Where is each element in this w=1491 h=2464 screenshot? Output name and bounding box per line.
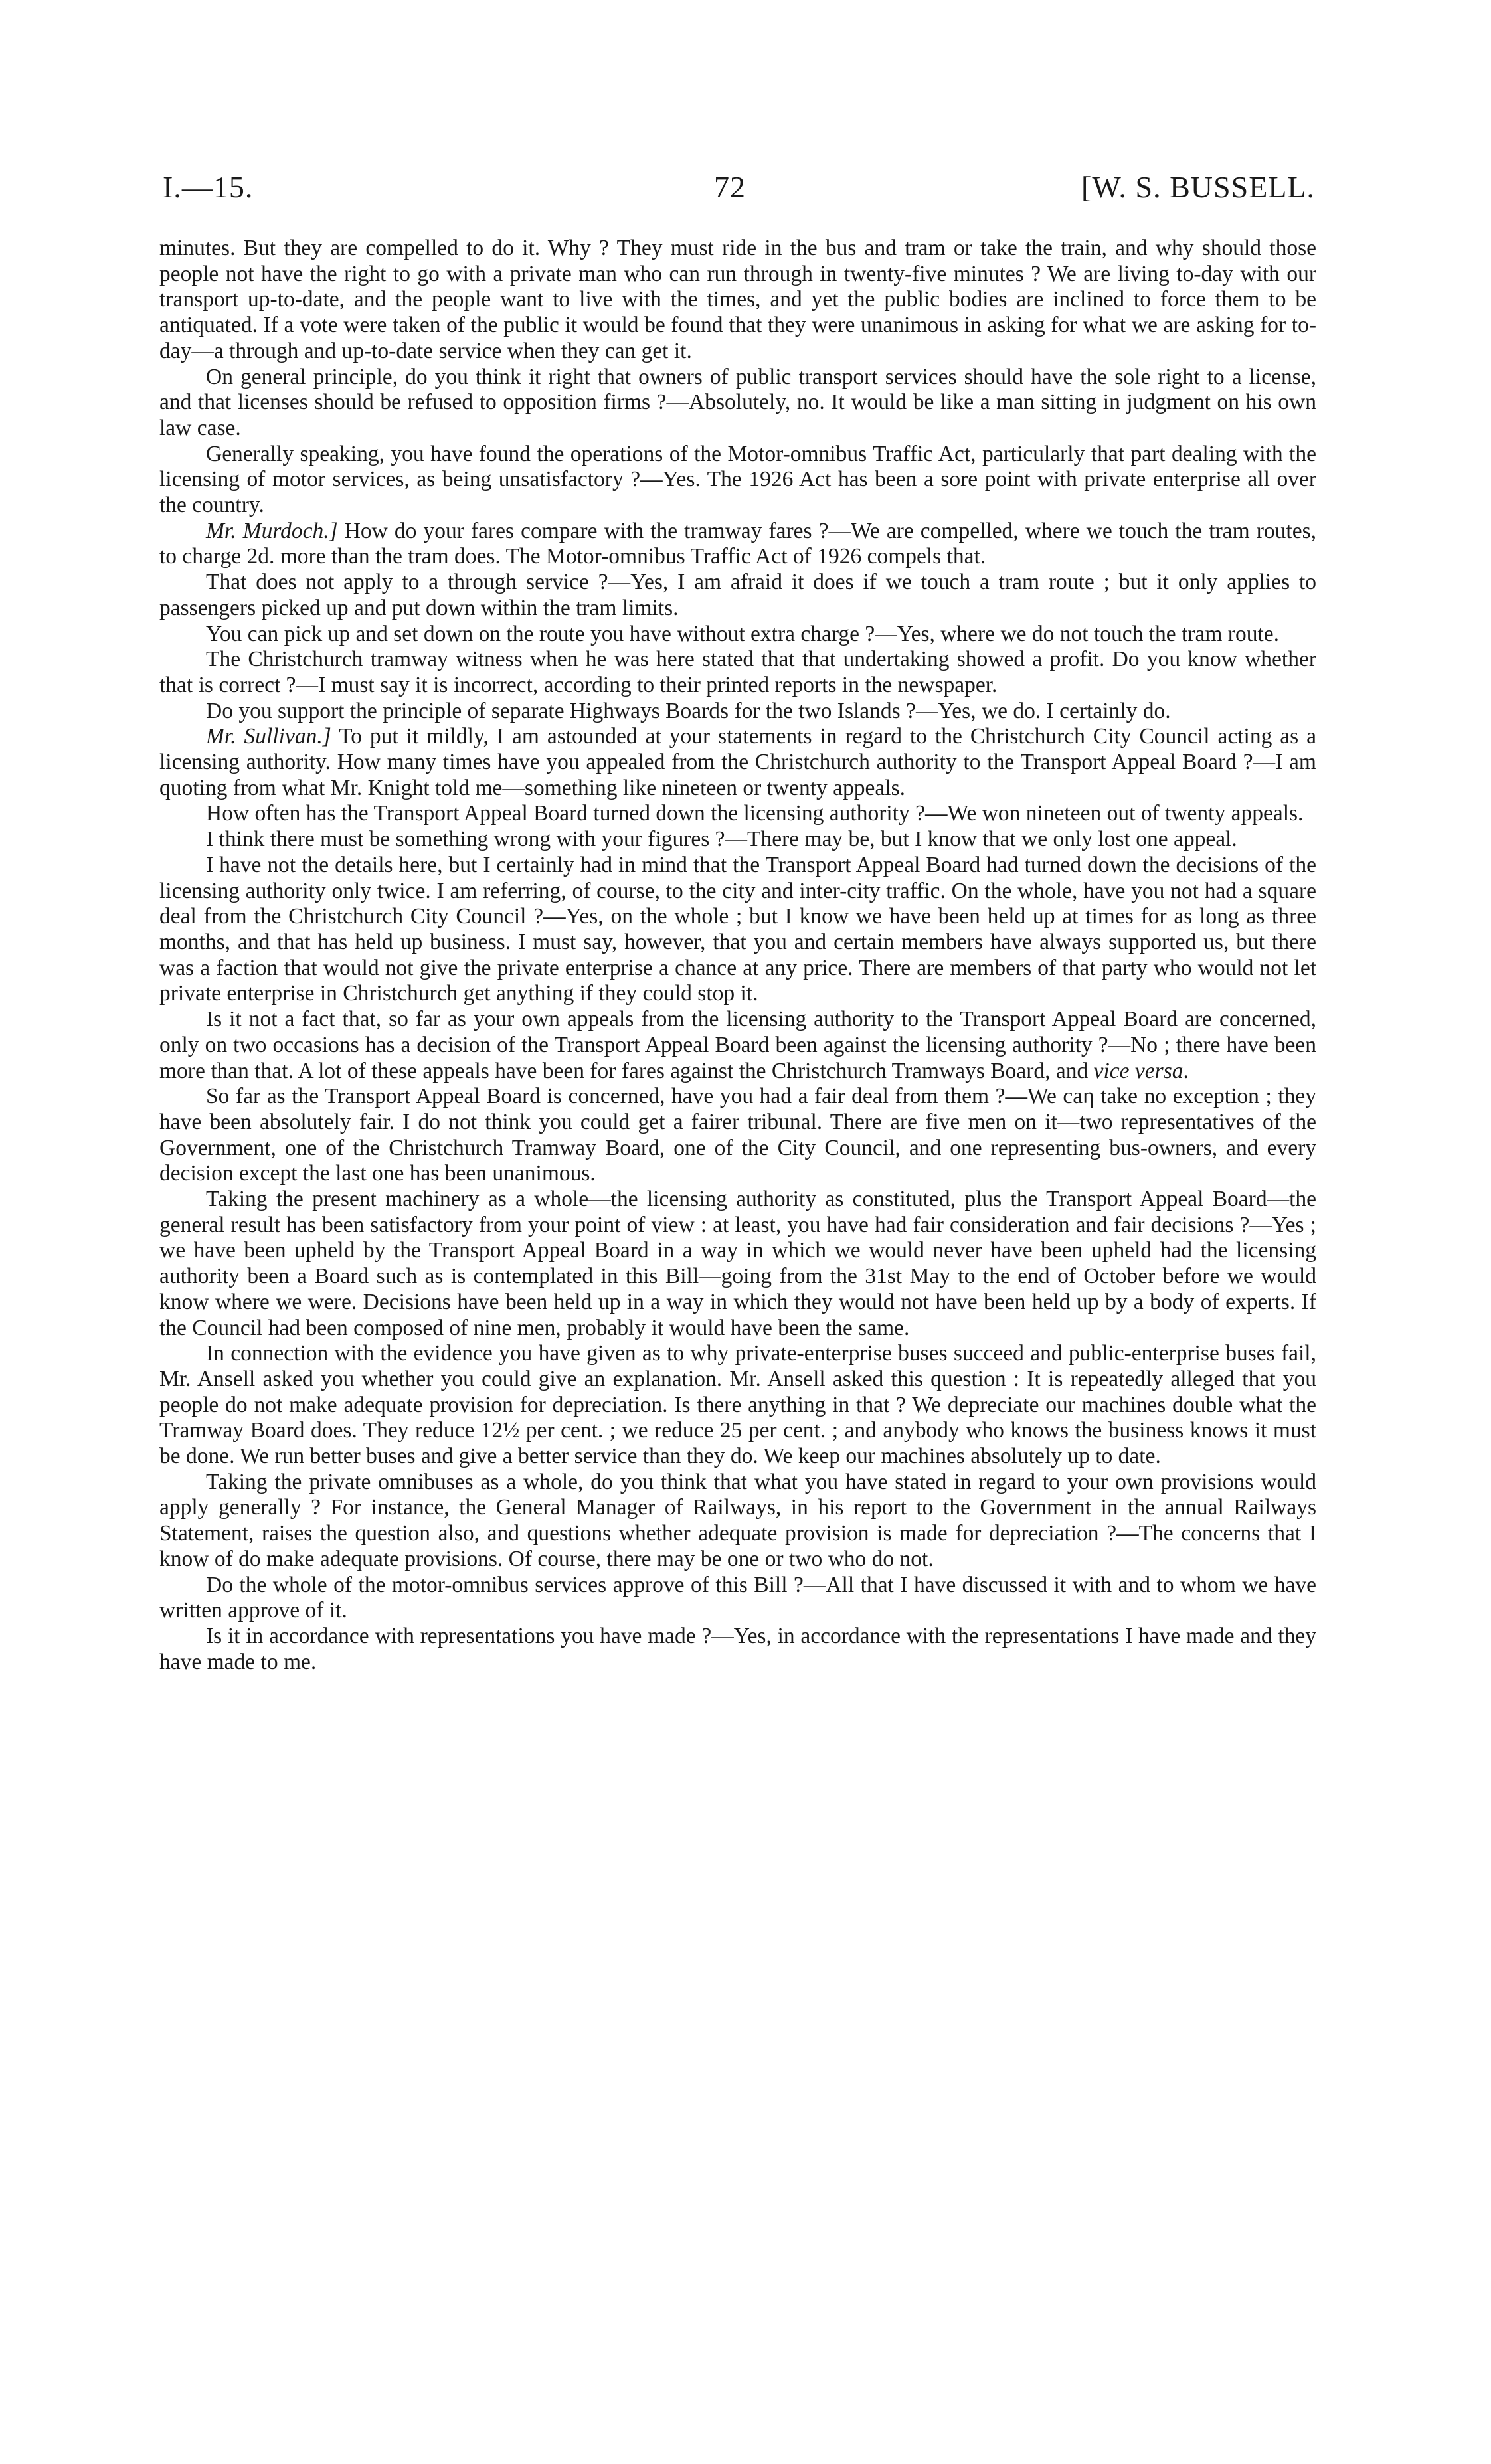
- testimony-body: [159, 236, 1316, 1675]
- italic-phrase: vice versa: [1093, 1058, 1184, 1083]
- paragraph: On general principle, do you think it right that owners of public transport services should have the sole right to a license, and that licenses should be refused to opposition firms ?—Absolutely, no. It would be like a man sitting in judgment on his own law case.: [159, 364, 1316, 440]
- paragraph: Do you support the principle of separate Highways Boards for the two Islands ?—Yes, we do. I certainly do.: [206, 698, 1171, 723]
- paragraph: Taking the private omnibuses as a whole, do you think that what you have stated in regard to your own provisions would apply generally ? For instance, the General Manager of Railways, in his report to the Government in the annual Railways Statement, raises the question also, and questions whether adequate provision is made for depreciation ?—The concerns that I know of do make adequate provisions. Of course, there may be one or two who do not.: [159, 1469, 1316, 1571]
- paragraph: The Christchurch tramway witness when he was here stated that that undertaking showed a profit. Do you know whether that is correct ?—I must say it is incorrect, according to their printed reports in the newspaper.: [159, 647, 1316, 697]
- paragraph: How often has the Transport Appeal Board turned down the licensing authority ?—We won nineteen out of twenty appeals.: [206, 801, 1304, 826]
- paragraph: Is it not a fact that, so far as your own appeals from the licensing authority to the Transport Appeal Board are concerned, only on two occasions has a decision of the Transport Appeal Board been against the licensing authority ?—No ; there have been more than that. A lot of these appeals have been for fares against the Christchurch Tramways Board, and vice versa.: [159, 1007, 1316, 1083]
- paragraph: Mr. Murdoch.] How do your fares compare with the tramway fares ?—We are compelled, where we touch the tram routes, to charge 2d. more than the tram does. The Motor-omnibus Traffic Act of 1926 compels that.: [159, 518, 1316, 569]
- speaker-label: Mr. Sullivan.]: [206, 724, 331, 749]
- paragraph: I have not the details here, but I certainly had in mind that the Transport Appeal Board had turned down the decisions of the licensing authority only twice. I am referring, of course, to the city and inter-city traffic. On the whole, have you not had a square deal from the Christchurch City Council ?—Yes, on the whole ; but I know we have been held up at times for as long as three months, and that has held up business. I must say, however, that you and certain members have always supported us, but there was a faction that would not give the private enterprise a chance at any price. There are members of that party who would not let private enterprise in Christchurch get anything if they could stop it.: [159, 852, 1316, 1006]
- page-header: [163, 169, 1315, 216]
- paragraph: Do the whole of the motor-omnibus services approve of this Bill ?—All that I have discussed it with and to whom we have written approve of it.: [159, 1572, 1316, 1623]
- paragraph: I think there must be something wrong with your figures ?—There may be, but I know that we only lost one appeal.: [206, 827, 1237, 852]
- paragraph: Is it in accordance with representations you have made ?—Yes, in accordance with the representations I have made and they have made to me.: [159, 1623, 1316, 1674]
- page-number: 72: [714, 170, 746, 204]
- paragraph: minutes. But they are compelled to do it. Why ? They must ride in the bus and tram or take the train, and why should those people not have the right to go with a private man who can run through in twenty-five minutes ? We are living to-day with our transport up-to-date, and the people want to live with the times, and yet the public bodies are inclined to force them to be antiquated. If a vote were taken of the public it would be found that they were unanimous in asking for what we are asking for to-day—a through and up-to-date service when they can get it.: [159, 236, 1316, 363]
- paragraph: So far as the Transport Appeal Board is concerned, have you had a fair deal from them ?—We caη take no exception ; they have been absolutely fair. I do not think you could get a fairer tribunal. There are five men on it—two representatives of the Government, one of the Christchurch Tramway Board, one of the City Council, and one representing bus-owners, and every decision except the last one has been unanimous.: [159, 1084, 1316, 1186]
- paragraph: In connection with the evidence you have given as to why private-enterprise buses succeed and public-enterprise buses fail, Mr. Ansell asked you whether you could give an explanation. Mr. Ansell asked this question : It is repeatedly alleged that you people do not make adequate provision for depreciation. Is there anything in that ? We depreciate our machines double what the Tramway Board does. They reduce 12½ per cent. ; we reduce 25 per cent. ; and anybody who knows the business knows it must be done. We run better buses and give a better service than they do. We keep our machines absolutely up to date.: [159, 1341, 1316, 1469]
- speaker-label: Mr. Murdoch.]: [206, 518, 338, 543]
- paper-reference: I.—15.: [163, 170, 254, 204]
- paragraph: Taking the present machinery as a whole—the licensing authority as constituted, plus the Transport Appeal Board—the general result has been satisfactory from your point of view : at least, you have had fair consideration and fair decisions ?—Yes ; we have been upheld by the Transport Appeal Board in a way in which we would never have been upheld had the licensing authority been a Board such as is contemplated in this Bill—going from the 31st May to the end of October before we would know where we were. Decisions have been held up in a way in which they would not have been held up by a body of experts. If the Council had been composed of nine men, probably it would have been the same.: [159, 1187, 1316, 1340]
- witness-name: [W. S. BUSSELL.: [1081, 170, 1315, 204]
- paragraph: Generally speaking, you have found the operations of the Motor-omnibus Traffic Act, particularly that part dealing with the licensing of motor services, as being unsatisfactory ?—Yes. The 1926 Act has been a sore point with private enterprise all over the country.: [159, 441, 1316, 518]
- paragraph: You can pick up and set down on the route you have without extra charge ?—Yes, where we do not touch the tram route.: [206, 621, 1280, 646]
- paragraph: Mr. Sullivan.] To put it mildly, I am astounded at your statements in regard to the Christchurch City Council acting as a licensing authority. How many times have you appealed from the Christchurch authority to the Transport Appeal Board ?—I am quoting from what Mr. Knight told me—something like nineteen or twenty appeals.: [159, 724, 1317, 800]
- paragraph: That does not apply to a through service ?—Yes, I am afraid it does if we touch a tram route ; but it only applies to passengers picked up and put down within the tram limits.: [159, 570, 1316, 620]
